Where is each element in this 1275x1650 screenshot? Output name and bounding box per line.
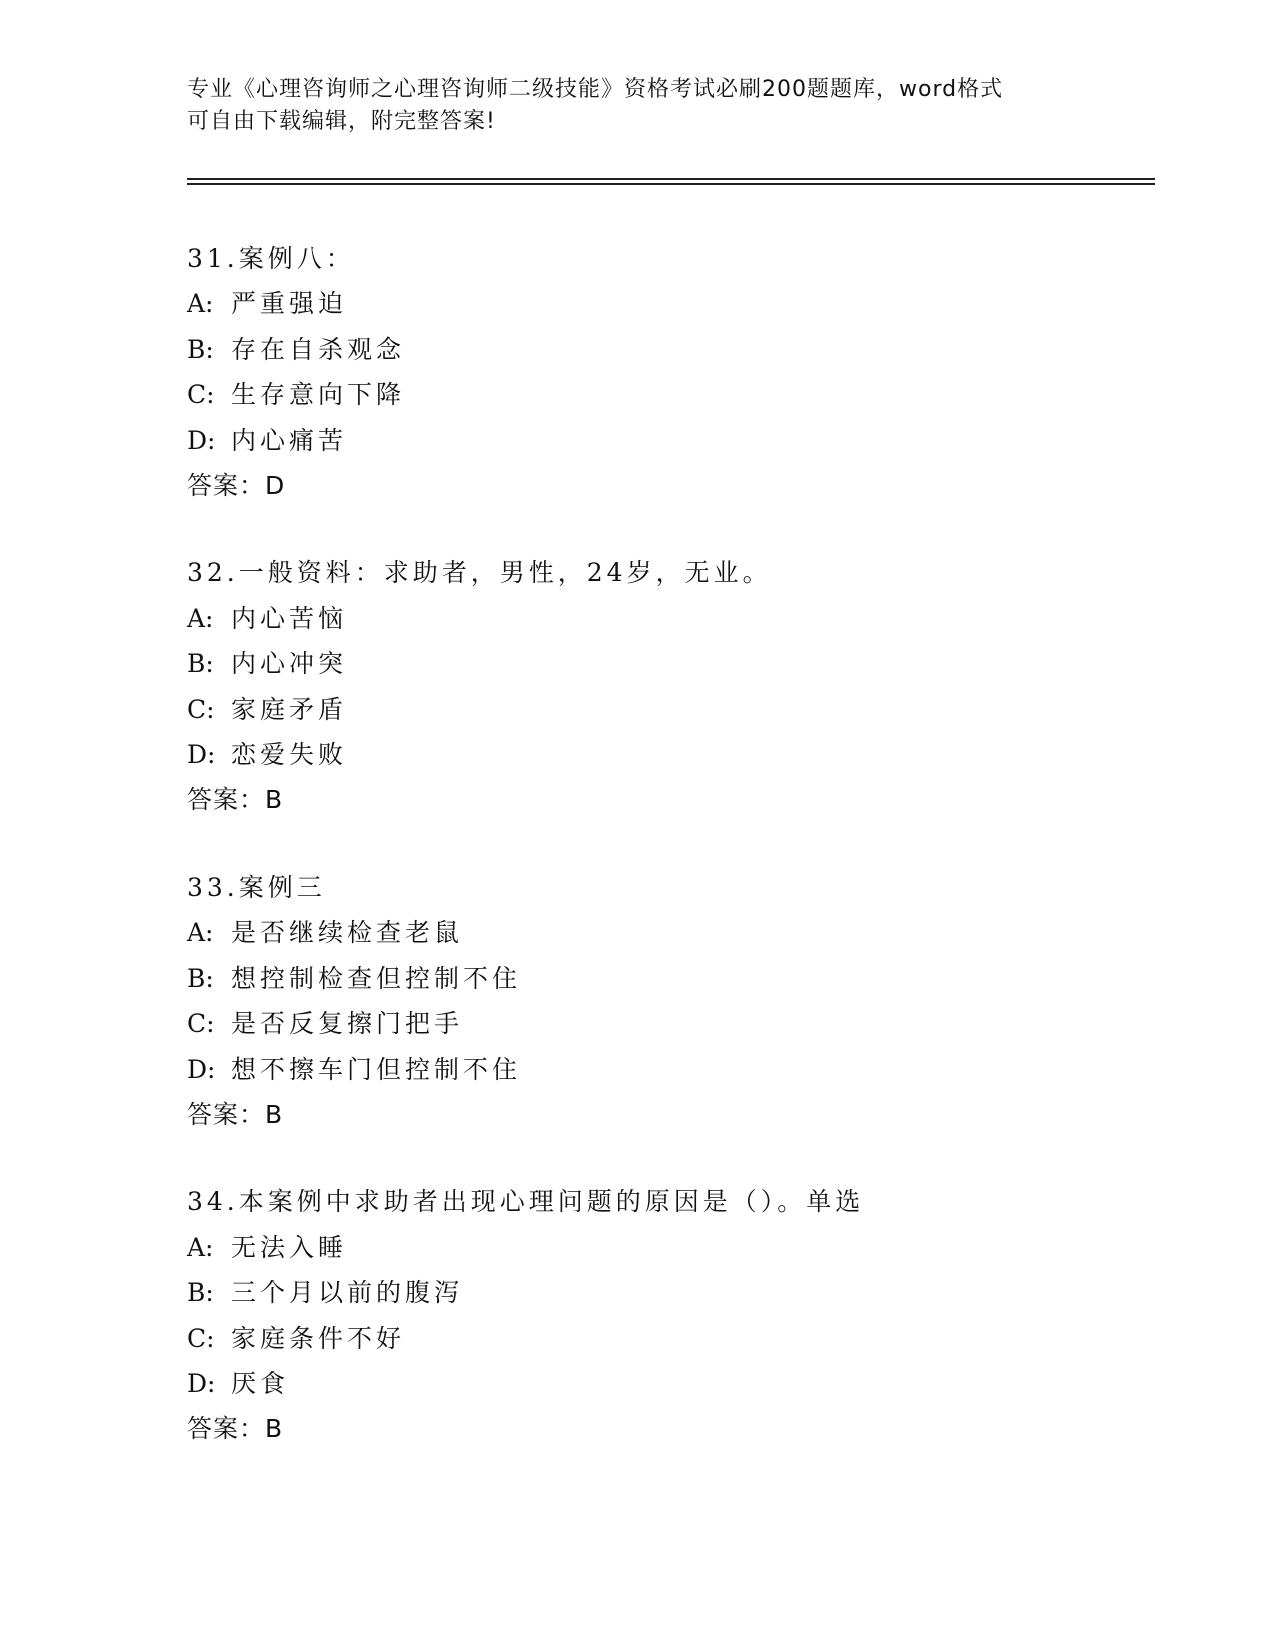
option-c [187,372,1147,417]
option-text: 恋爱失败 [231,740,348,770]
option-text: 厌食 [231,1368,290,1398]
option-text: 是否反复擦门把手 [231,1009,464,1039]
option-d [187,1361,1147,1406]
option-text: 想控制检查但控制不住 [231,963,522,993]
answer-line: 答案：B [187,1099,284,1129]
option-text: 想不擦车门但控制不住 [231,1054,522,1084]
option-letter: A: [187,603,214,633]
document-header [187,74,1087,138]
option-d [187,418,1147,463]
option-letter: B: [187,334,214,364]
option-d [187,1047,1147,1092]
option-c [187,1316,1147,1361]
question-list [187,236,1147,1494]
question-33 [187,865,1147,1137]
option-text: 内心冲突 [231,649,348,679]
answer-line: 答案：B [187,1414,284,1444]
option-c [187,687,1147,732]
option-a [187,281,1147,326]
option-a [187,910,1147,955]
option-a [187,1225,1147,1270]
option-text: 严重强迫 [231,289,348,319]
question-32 [187,550,1147,822]
question-title: 32.一般资料：求助者，男性，24岁，无业。 [187,558,772,588]
option-letter: A: [187,918,214,948]
question-title: 34.本案例中求助者出现心理问题的原因是（）。单选 [187,1187,865,1217]
header-title-line-2: 可自由下载编辑，附完整答案! [187,109,496,134]
option-text: 三个月以前的腹泻 [231,1278,464,1308]
option-b [187,641,1147,686]
header-divider-top [187,178,1155,180]
option-b [187,956,1147,1001]
option-a [187,596,1147,641]
option-text: 内心痛苦 [231,425,348,455]
option-text: 生存意向下降 [231,380,406,410]
option-b [187,1270,1147,1315]
option-letter: B: [187,649,214,679]
option-b [187,327,1147,372]
question-31 [187,236,1147,508]
header-title-line-1: 专业《心理咨询师之心理咨询师二级技能》资格考试必刷200题题库，word格式 [187,77,1004,102]
question-34 [187,1179,1147,1451]
option-letter: D: [187,425,216,455]
option-text: 存在自杀观念 [231,334,406,364]
option-d [187,732,1147,777]
option-letter: C: [187,1323,215,1353]
option-letter: C: [187,1009,215,1039]
option-text: 家庭矛盾 [231,694,348,724]
option-letter: A: [187,1232,214,1262]
option-text: 内心苦恼 [231,603,348,633]
answer-line: 答案：D [187,471,286,501]
option-letter: D: [187,740,216,770]
option-letter: D: [187,1368,216,1398]
option-letter: B: [187,1278,214,1308]
answer-line: 答案：B [187,785,284,815]
option-text: 是否继续检查老鼠 [231,918,464,948]
option-letter: B: [187,963,214,993]
option-text: 家庭条件不好 [231,1323,406,1353]
option-text: 无法入睡 [231,1232,348,1262]
question-title: 31.案例八： [187,244,355,273]
option-letter: C: [187,380,215,410]
option-letter: C: [187,694,215,724]
option-letter: A: [187,289,214,319]
option-c [187,1001,1147,1046]
question-title: 33.案例三 [187,872,326,902]
option-letter: D: [187,1054,216,1084]
header-divider-bottom [187,183,1155,185]
